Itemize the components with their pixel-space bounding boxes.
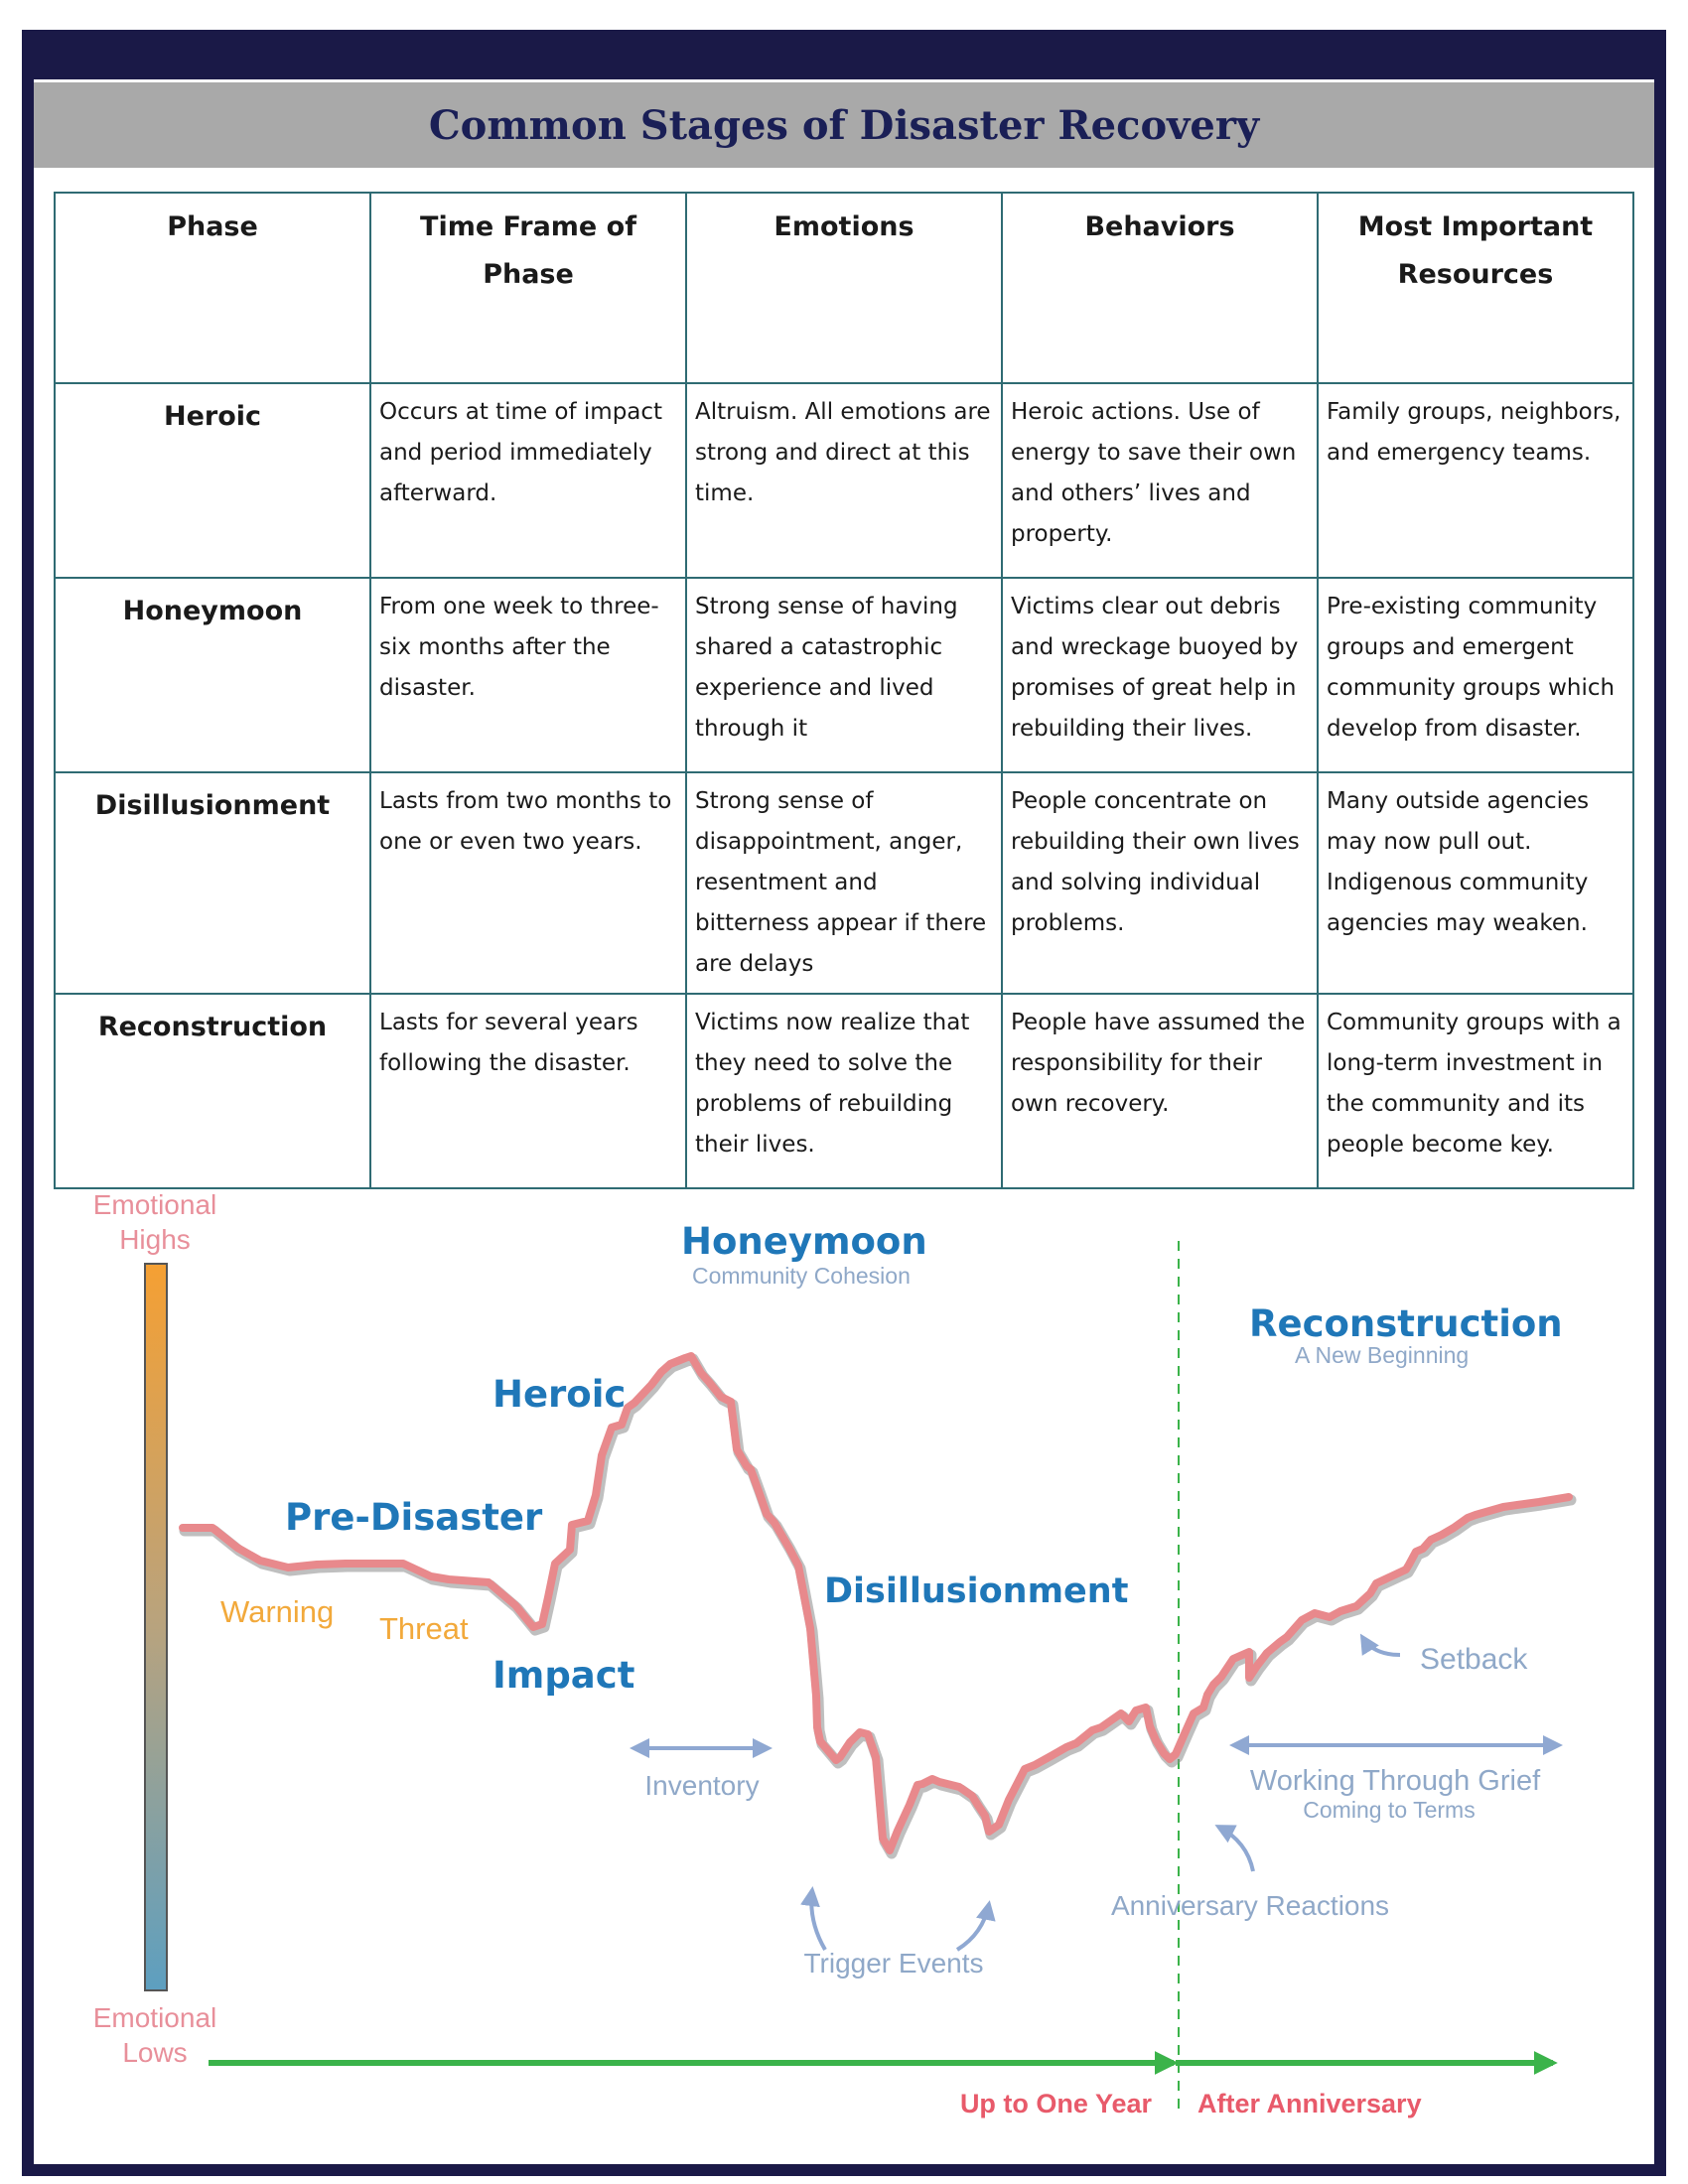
phase-cell: Honeymoon — [55, 578, 370, 772]
behaviors-cell: Heroic actions. Use of energy to save their own and others’ lives and property. — [1002, 383, 1318, 578]
anniversary-arrow — [1218, 1827, 1253, 1871]
table-row — [55, 383, 1633, 578]
inventory-label: Inventory — [644, 1770, 760, 1801]
trigger-events-label: Trigger Events — [803, 1948, 984, 1979]
setback-label: Setback — [1420, 1643, 1528, 1676]
phase-cell: Reconstruction — [55, 994, 370, 1188]
stages-table — [54, 192, 1634, 1189]
time-frame-cell: Lasts from two months to one or even two years. — [370, 772, 686, 994]
phase-cell: Heroic — [55, 383, 370, 578]
warning-label: Warning — [220, 1594, 335, 1629]
coming-to-terms-label: Coming to Terms — [1303, 1797, 1476, 1823]
emotional-highs-label: Emotional — [92, 1189, 217, 1220]
resources-cell: Many outside agencies may now pull out. Indigenous community agencies may weaken. — [1318, 772, 1633, 994]
emotional-lows-label-2: Lows — [122, 2037, 188, 2068]
table-header-row — [55, 193, 1633, 383]
header-behaviors: Behaviors — [1002, 193, 1318, 383]
time-frame-cell: From one week to three-six months after the disaster. — [370, 578, 686, 772]
honeymoon-label: Honeymoon — [681, 1220, 927, 1263]
honeymoon-sub-label: Community Cohesion — [692, 1263, 911, 1289]
trigger-arrow-left — [811, 1890, 825, 1950]
time-frame-cell: Lasts for several years following the disaster. — [370, 994, 686, 1188]
table-row — [55, 772, 1633, 994]
impact-label: Impact — [492, 1654, 635, 1697]
resources-cell: Pre-existing community groups and emergent community groups which develop from disaster. — [1318, 578, 1633, 772]
emotional-scale-bar — [145, 1264, 167, 1990]
emotions-cell: Victims now realize that they need to solve the problems of rebuilding their lives. — [686, 994, 1002, 1188]
setback-arrow — [1362, 1637, 1400, 1655]
resources-cell: Community groups with a long-term investment in the community and its people become key. — [1318, 994, 1633, 1188]
emotions-cell: Strong sense of having shared a catastrophic experience and lived through it — [686, 578, 1002, 772]
anniversary-reactions-label: Anniversary Reactions — [1110, 1890, 1390, 1921]
time-frame-cell: Occurs at time of impact and period immediately afterward. — [370, 383, 686, 578]
after-anniversary-label: After Anniversary — [1197, 2089, 1422, 2118]
emotions-cell: Strong sense of disappointment, anger, resentment and bitterness appear if there are delays — [686, 772, 1002, 994]
recovery-diagram — [34, 1171, 1654, 2164]
trigger-arrow-right — [957, 1904, 989, 1950]
emotional-lows-label: Emotional — [92, 2002, 217, 2033]
threat-label: Threat — [379, 1611, 469, 1646]
behaviors-cell: Victims clear out debris and wreckage buoyed by promises of great help in rebuilding their lives. — [1002, 578, 1318, 772]
phase-cell: Disillusionment — [55, 772, 370, 994]
header-time-frame: Time Frame of Phase — [370, 193, 686, 383]
header-resources: Most Important Resources — [1318, 193, 1633, 383]
page-title: Common Stages of Disaster Recovery — [428, 101, 1260, 149]
header-emotions: Emotions — [686, 193, 1002, 383]
behaviors-cell: People have assumed the responsibility for their own recovery. — [1002, 994, 1318, 1188]
disillusionment-label: Disillusionment — [824, 1571, 1129, 1611]
table-row — [55, 578, 1633, 772]
emotional-highs-label-2: Highs — [119, 1224, 191, 1255]
reconstruction-sub-label: A New Beginning — [1295, 1342, 1470, 1368]
title-bar — [34, 82, 1654, 168]
working-through-grief-label: Working Through Grief — [1249, 1765, 1541, 1797]
resources-cell: Family groups, neighbors, and emergency teams. — [1318, 383, 1633, 578]
pre-disaster-label: Pre-Disaster — [285, 1496, 543, 1539]
emotions-cell: Altruism. All emotions are strong and direct at this time. — [686, 383, 1002, 578]
reconstruction-label: Reconstruction — [1249, 1302, 1563, 1345]
behaviors-cell: People concentrate on rebuilding their own lives and solving individual problems. — [1002, 772, 1318, 994]
up-to-one-year-label: Up to One Year — [959, 2089, 1152, 2118]
header-phase: Phase — [55, 193, 370, 383]
table-row — [55, 994, 1633, 1188]
heroic-label: Heroic — [492, 1373, 627, 1416]
